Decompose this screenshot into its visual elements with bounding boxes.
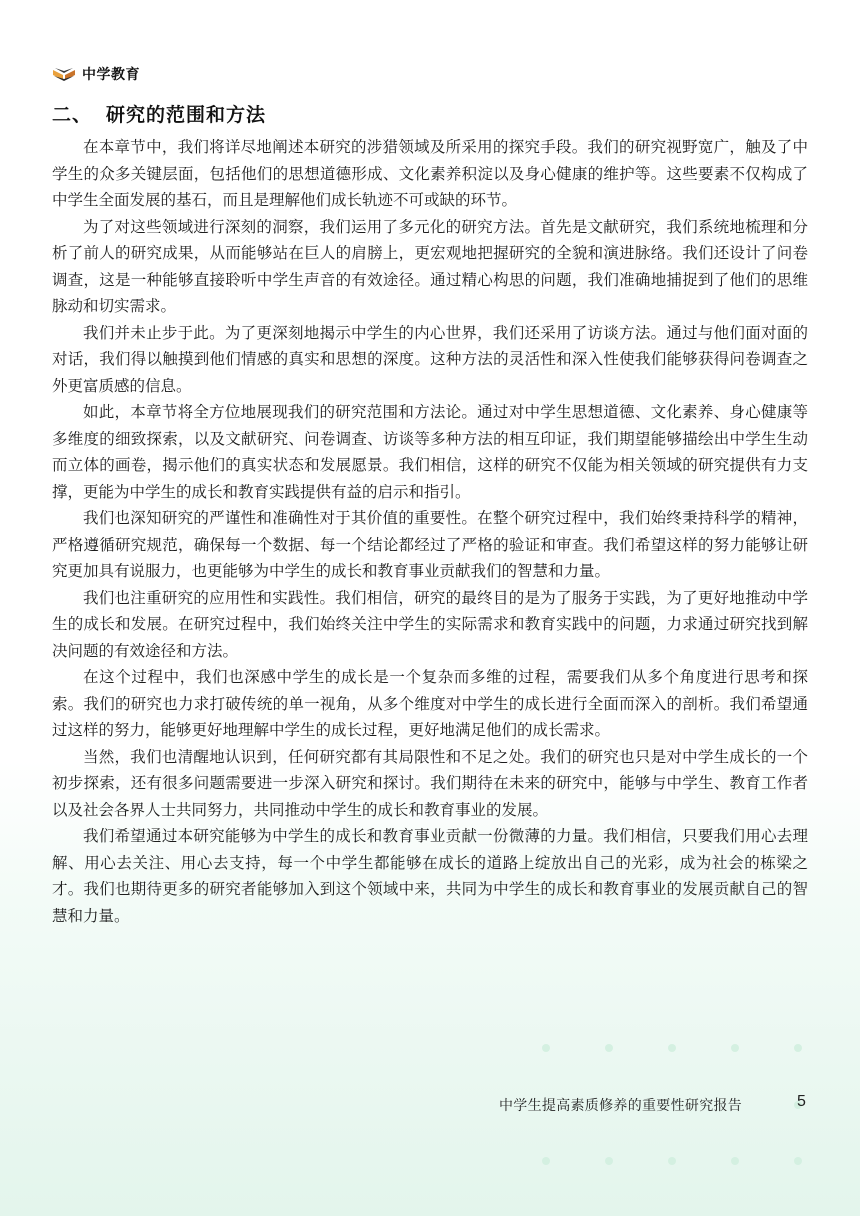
decorative-dot bbox=[605, 1157, 613, 1165]
paragraph: 我们希望通过本研究能够为中学生的成长和教育事业贡献一份微薄的力量。我们相信，只要我们用心去理解、用心去关注、用心去支持，每一个中学生都能够在成长的道路上绽放出自己的光彩，成为社会的栋梁之才。我们也期待更多的研究者能够加入到这个领域中来，共同为中学生的成长和教育事业的发展贡献自己的智慧和力量。 bbox=[52, 827, 808, 925]
paragraph: 我们也注重研究的应用性和实践性。我们相信，研究的最终目的是为了服务于实践，为了更好地推动中学生的成长和发展。在研究过程中，我们始终关注中学生的实际需求和教育实践中的问题，力求通过研究找到解决问题的有效途径和方法。 bbox=[52, 588, 808, 660]
paragraph: 我们也深知研究的严谨性和准确性对于其价值的重要性。在整个研究过程中，我们始终秉持科学的精神，严格遵循研究规范，确保每一个数据、每一个结论都经过了严格的验证和审查。我们希望这样的努力能够让研究更加具有说服力，也更能够为中学生的成长和教育事业贡献我们的智慧和力量。 bbox=[52, 509, 808, 580]
decorative-dot bbox=[668, 1044, 676, 1052]
decorative-dot bbox=[542, 1157, 550, 1165]
paragraph: 当然，我们也清醒地认识到，任何研究都有其局限性和不足之处。我们的研究也只是对中学生成长的一个初步探索，还有很多问题需要进一步深入研究和探讨。我们期待在未来的研究中，能够与中学生、教育工作者以及社会各界人士共同努力，共同推动中学生的成长和教育事业的发展。 bbox=[52, 747, 808, 819]
paragraph: 如此，本章节将全方位地展现我们的研究范围和方法论。通过对中学生思想道德、文化素养、身心健康等多维度的细致探索，以及文献研究、问卷调查、访谈等多种方法的相互印证，我们期望能够描绘出中学生生动而立体的画卷，揭示他们的真实状态和发展愿景。我们相信，这样的研究不仅能为相关领域的研究提供有力支撑，更能为中学生的成长和教育实践提供有益的启示和指引。 bbox=[52, 403, 808, 501]
section-title: 研究的范围和方法 bbox=[106, 105, 267, 126]
decorative-dot bbox=[605, 1044, 613, 1052]
decorative-dot bbox=[794, 1157, 802, 1165]
brand-label: 中学教育 bbox=[82, 66, 140, 82]
paragraph: 在这个过程中，我们也深感中学生的成长是一个复杂而多维的过程，需要我们从多个角度进行思考和探索。我们的研究也力求打破传统的单一视角，从多个维度对中学生的成长进行全面而深入的剖析。我们希望通过这样的努力，能够更好地理解中学生的成长过程，更好地满足他们的成长需求。 bbox=[52, 668, 808, 739]
paragraph: 为了对这些领域进行深刻的洞察，我们运用了多元化的研究方法。首先是文献研究，我们系统地梳理和分析了前人的研究成果，从而能够站在巨人的肩膀上，更宏观地把握研究的全貌和演进脉络。我们还设计了问卷调查，这是一种能够直接聆听中学生声音的有效途径。通过精心构思的问题，我们准确地捕捉到了他们的思维脉动和切实需求。 bbox=[52, 217, 808, 315]
decorative-dot bbox=[794, 1044, 802, 1052]
paragraph: 我们并未止步于此。为了更深刻地揭示中学生的内心世界，我们还采用了访谈方法。通过与他们面对面的对话，我们得以触摸到他们情感的真实和思想的深度。这种方法的灵活性和深入性使我们能够获得问卷调查之外更富质感的信息。 bbox=[52, 323, 808, 395]
decorative-dot bbox=[731, 1157, 739, 1165]
page-number: 5 bbox=[797, 1093, 806, 1110]
decorative-dot bbox=[542, 1044, 550, 1052]
decorative-dot bbox=[668, 1157, 676, 1165]
section-number: 二、 bbox=[52, 105, 93, 126]
section-heading bbox=[52, 100, 266, 127]
paragraph: 在本章节中，我们将详尽地阐述本研究的涉猎领域及所采用的探究手段。我们的研究视野宽广，触及了中学生的众多关键层面，包括他们的思想道德形成、文化素养积淀以及身心健康的维护等。这些要素不仅构成了中学生全面发展的基石，而且是理解他们成长轨迹不可或缺的环节。 bbox=[52, 138, 808, 209]
book-logo-icon bbox=[52, 67, 76, 82]
footer-report-title: 中学生提高素质修养的重要性研究报告 bbox=[499, 1097, 743, 1113]
header-brand bbox=[52, 64, 140, 84]
decorative-dot bbox=[731, 1044, 739, 1052]
body-text bbox=[52, 134, 808, 929]
